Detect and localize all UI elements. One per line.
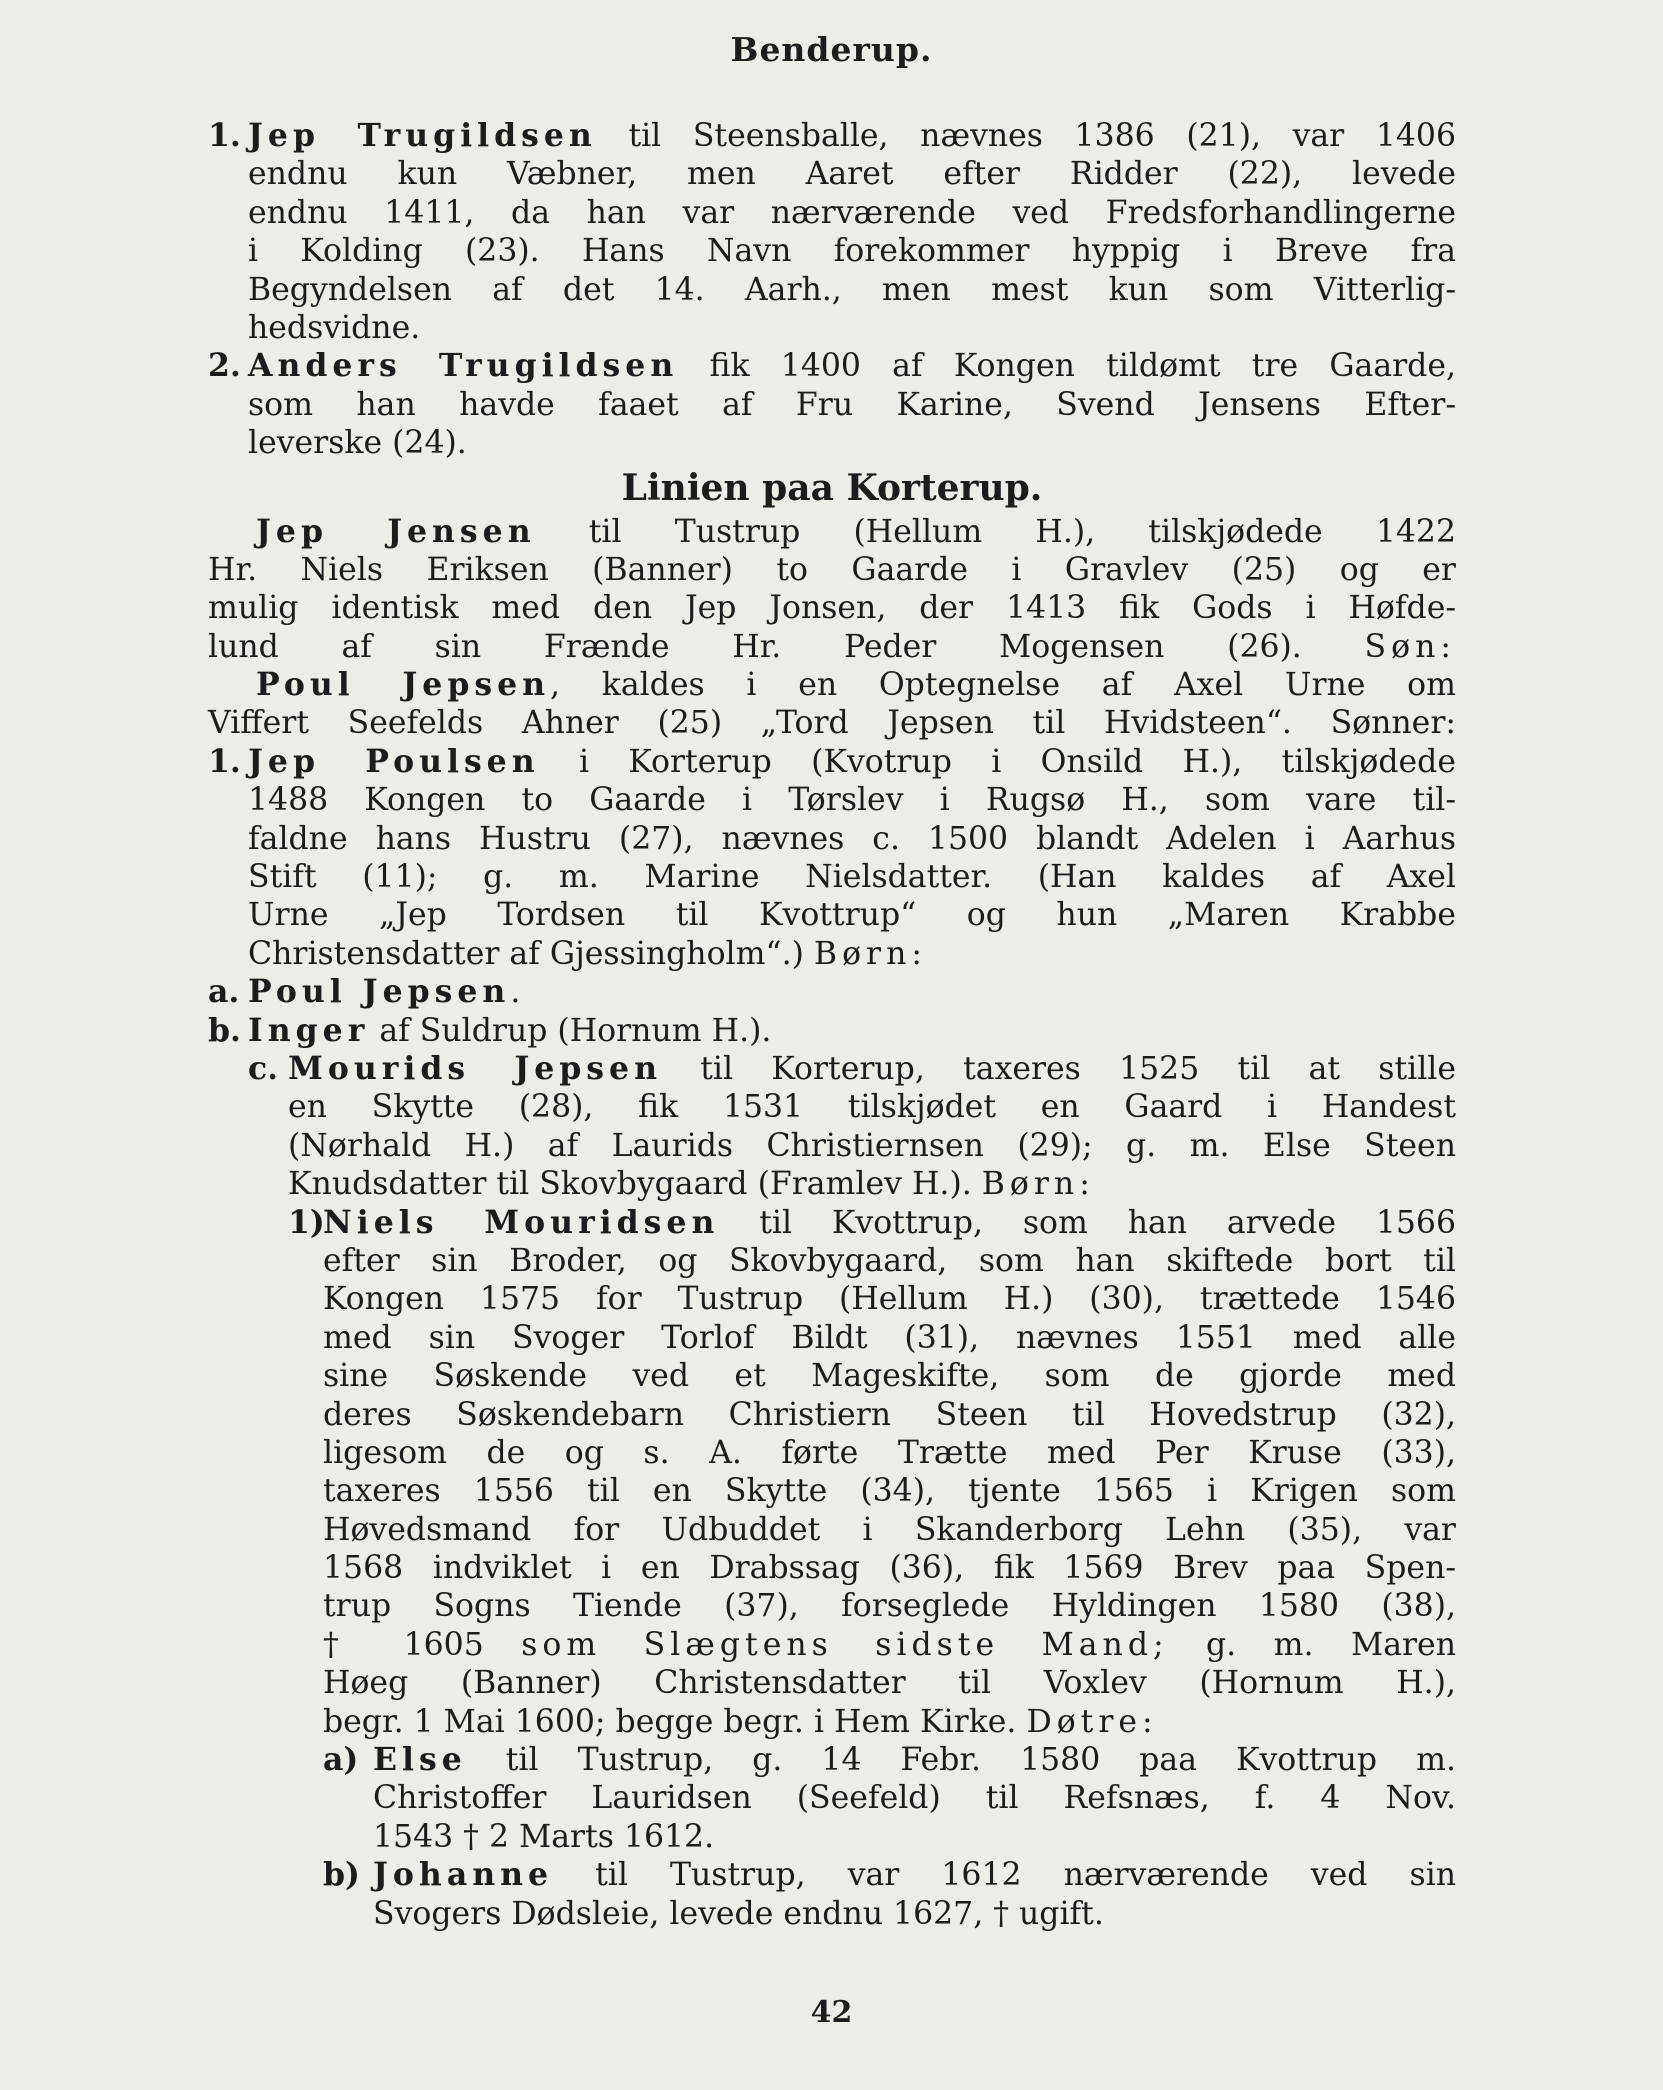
person-name: Niels Mouridsen xyxy=(323,1203,720,1241)
text-line xyxy=(208,155,1456,193)
person-name: Jep Jensen xyxy=(256,512,536,550)
text-segment: Viffert Seefelds Ahner (25) „Tord Jepsen til Hvidsteen“. Sønner: xyxy=(208,705,1456,742)
text-segment: fik 1400 af Kongen tildømt tre Gaarde, xyxy=(678,348,1456,385)
text-line xyxy=(208,896,1456,934)
text-line xyxy=(208,1280,1456,1318)
text-segment: til Tustrup, g. 14 Febr. 1580 paa Kvottrup m. xyxy=(466,1742,1456,1779)
text-segment: Svogers Dødsleie, levede endnu 1627, † ugift. xyxy=(373,1895,1104,1932)
text-segment: Christoffer Lauridsen (Seefeld) til Refsnæs, f. 4 Nov. xyxy=(373,1780,1456,1817)
text-segment: hedsvidne. xyxy=(248,309,421,346)
text-segment: i Korterup (Kvotrup i Onsild H.), tilskjødede xyxy=(539,743,1456,780)
text-segment: som Slægtens sidste Mand; xyxy=(521,1626,1169,1663)
text-segment: til Tustrup, var 1612 nærværende ved sin xyxy=(553,1857,1456,1894)
text-line xyxy=(208,1088,1456,1126)
text-segment: ligesom de og s. A. førte Trætte med Per Kruse (33), xyxy=(323,1434,1456,1471)
text-line xyxy=(208,386,1456,424)
text-line xyxy=(208,1204,1456,1242)
text-segment: en Skytte (28), fik 1531 tilskjødet en Gaard i Handest xyxy=(288,1089,1456,1126)
text-line xyxy=(208,232,1456,270)
person-name: Anders Trugildsen xyxy=(248,347,679,385)
text-line xyxy=(208,1856,1456,1894)
body-text xyxy=(208,117,1456,1933)
text-line xyxy=(208,1050,1456,1088)
entry-number: 1) xyxy=(288,1203,325,1241)
text-line xyxy=(208,1703,1456,1741)
text-line xyxy=(208,704,1456,742)
entry-number: c. xyxy=(248,1049,279,1087)
text-line xyxy=(208,1396,1456,1434)
entry-number: b) xyxy=(323,1856,360,1894)
person-name: Johanne xyxy=(373,1856,554,1894)
text-segment: Hr. Niels Eriksen (Banner) to Gaarde i Gravlev (25) og er xyxy=(208,551,1456,588)
text-segment: 1543 † 2 Marts 1612. xyxy=(373,1818,715,1855)
text-segment: Høeg (Banner) Christensdatter til Voxlev (Hornum H.), xyxy=(323,1665,1456,1702)
text-line xyxy=(208,1012,1456,1050)
text-segment: Knudsdatter til Skovbygaard (Framlev H.). xyxy=(288,1166,982,1203)
text-line xyxy=(208,1549,1456,1587)
text-line xyxy=(208,1741,1456,1779)
text-segment: i Kolding (23). Hans Navn forekommer hyppig i Breve fra xyxy=(248,233,1456,270)
text-segment: til Steensballe, nævnes 1386 (21), var 1406 xyxy=(596,118,1457,154)
text-line xyxy=(208,1319,1456,1357)
text-line xyxy=(208,1626,1456,1664)
text-segment: faldne hans Hustru (27), nævnes c. 1500 blandt Adelen i Aarhus xyxy=(248,820,1456,857)
text-segment: taxeres 1556 til en Skytte (34), tjente 1565 i Krigen som xyxy=(323,1473,1456,1510)
text-segment: begr. 1 Mai 1600; begge begr. i Hem Kirke. xyxy=(323,1703,1027,1740)
text-line xyxy=(208,820,1456,858)
text-segment: til Kvottrup, som han arvede 1566 xyxy=(719,1204,1456,1241)
text-line xyxy=(208,628,1456,666)
text-segment: endnu 1411, da han var nærværende ved Fredsforhandlingerne xyxy=(248,194,1456,231)
entry-number: a. xyxy=(208,973,240,1011)
text-segment: Børn: xyxy=(981,1166,1095,1203)
text-segment: 1488 Kongen to Gaarde i Tørslev i Rugsø H., som vare til- xyxy=(248,782,1456,819)
entry-number: 2. xyxy=(208,347,241,385)
text-segment: leverske (24). xyxy=(248,425,467,462)
text-line xyxy=(208,194,1456,232)
text-segment: Søn: xyxy=(1364,628,1456,665)
entry-number: a) xyxy=(323,1741,359,1779)
text-line xyxy=(208,1127,1456,1165)
text-segment: g. m. Maren xyxy=(1168,1626,1456,1663)
text-segment: trup Sogns Tiende (37), forseglede Hyldingen 1580 (38), xyxy=(323,1588,1456,1625)
person-name: Poul Jepsen xyxy=(248,973,511,1011)
text-segment: Begyndelsen af det 14. Aarh., men mest kun som Vitterlig- xyxy=(248,271,1456,308)
section-heading xyxy=(208,463,1456,511)
text-segment: Børn: xyxy=(813,935,927,972)
text-line xyxy=(208,1242,1456,1280)
text-line xyxy=(208,1165,1456,1203)
text-segment: . xyxy=(510,974,521,1011)
text-line xyxy=(208,1434,1456,1472)
person-name: Else xyxy=(373,1741,467,1779)
text-segment: til Korterup, taxeres 1525 til at stille xyxy=(661,1050,1457,1087)
text-line xyxy=(208,858,1456,896)
text-line xyxy=(208,1779,1456,1817)
text-line xyxy=(208,1895,1456,1933)
text-line xyxy=(208,1511,1456,1549)
person-name: Inger xyxy=(248,1011,370,1049)
text-line xyxy=(208,347,1456,385)
text-segment: Christensdatter af Gjessingholm“.) xyxy=(248,935,814,972)
text-line xyxy=(208,781,1456,819)
text-line xyxy=(208,117,1456,155)
text-segment: Døtre: xyxy=(1026,1703,1158,1740)
text-segment: Linien paa Korterup. xyxy=(621,466,1043,509)
text-line xyxy=(208,935,1456,973)
text-segment: endnu kun Væbner, men Aaret efter Ridder (22), levede xyxy=(248,156,1456,193)
text-line xyxy=(208,1472,1456,1510)
person-name: Mourids Jepsen xyxy=(288,1049,662,1087)
text-segment: deres Søskendebarn Christiern Steen til Hovedstrup (32), xyxy=(323,1396,1456,1433)
text-line xyxy=(208,309,1456,347)
text-segment: af Suldrup (Hornum H.). xyxy=(369,1012,772,1049)
text-segment: sine Søskende ved et Mageskifte, som de gjorde med xyxy=(323,1358,1456,1395)
text-line xyxy=(208,1818,1456,1856)
text-segment: Urne „Jep Tordsen til Kvottrup“ og hun „Maren Krabbe xyxy=(248,897,1456,934)
text-segment: (Nørhald H.) af Laurids Christiernsen (29); g. m. Else Steen xyxy=(288,1127,1456,1164)
text-segment: til Tustrup (Hellum H.), tilskjødede 1422 xyxy=(535,513,1457,550)
text-segment: 1568 indviklet i en Drabssag (36), fik 1569 Brev paa Spen- xyxy=(323,1550,1456,1587)
text-line xyxy=(208,1357,1456,1395)
text-segment: , kaldes i en Optegnelse af Axel Urne om xyxy=(550,667,1456,704)
text-segment: mulig identisk med den Jep Jonsen, der 1413 fik Gods i Høfde- xyxy=(208,590,1456,627)
person-name: Jep Poulsen xyxy=(248,742,540,780)
entry-number: b. xyxy=(208,1011,241,1049)
running-header: Benderup. xyxy=(730,30,933,69)
text-line xyxy=(208,743,1456,781)
text-segment: med sin Svoger Torlof Bildt (31), nævnes 1551 med alle xyxy=(323,1319,1456,1356)
person-name: Poul Jepsen xyxy=(256,666,551,704)
text-segment: efter sin Broder, og Skovbygaard, som han skiftede bort til xyxy=(323,1242,1456,1279)
text-line xyxy=(208,1587,1456,1625)
text-line xyxy=(208,513,1456,551)
text-line xyxy=(208,666,1456,704)
text-segment: Stift (11); g. m. Marine Nielsdatter. (Han kaldes af Axel xyxy=(248,859,1456,896)
text-line xyxy=(208,1664,1456,1702)
person-name: Jep Trugildsen xyxy=(248,117,597,154)
text-segment: Kongen 1575 for Tustrup (Hellum H.) (30), trættede 1546 xyxy=(323,1281,1456,1318)
entry-number: 1. xyxy=(208,117,241,154)
text-segment: lund af sin Frænde Hr. Peder Mogensen (26). xyxy=(208,628,1365,665)
text-line xyxy=(208,424,1456,462)
entry-number: 1. xyxy=(208,742,241,780)
text-line xyxy=(208,551,1456,589)
text-line xyxy=(208,973,1456,1011)
text-segment: † 1605 xyxy=(323,1626,522,1663)
text-line xyxy=(208,271,1456,309)
page-number: 42 xyxy=(810,1995,853,2030)
text-segment: Høvedsmand for Udbuddet i Skanderborg Lehn (35), var xyxy=(323,1511,1456,1548)
text-line xyxy=(208,589,1456,627)
text-segment: som han havde faaet af Fru Karine, Svend Jensens Efter- xyxy=(248,386,1456,423)
